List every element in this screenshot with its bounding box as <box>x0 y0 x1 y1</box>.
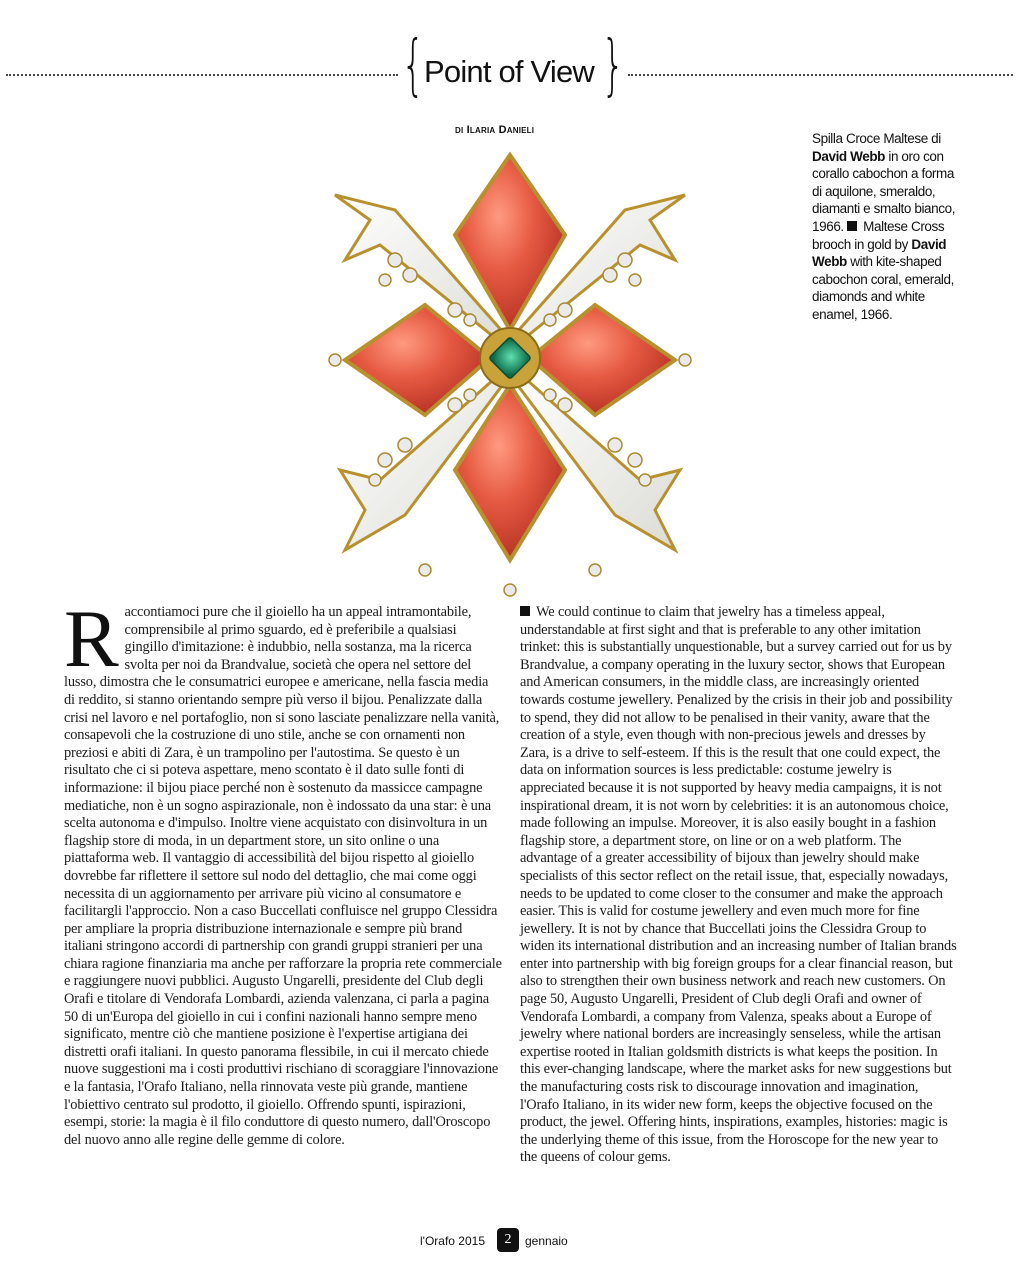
article-italian-column <box>64 593 502 1149</box>
section-title: Point of View <box>424 54 594 89</box>
article-english-text: We could continue to claim that jewelry has a timeless appeal, understandable at first sight and that is preferable to any other imitation trinket: this is substantially unquestionable, but a survey carried out for us by Brandvalue, a company operating in the luxury sector, shows that European and American consumers, in the middle class, are increasingly oriented towards costume jewellery. Penalized by the crisis in their job and possibility to spend, they did not allow to be penalised in their vanity, aware that the creation of a style, even though with non-precious jewels and dresses by Zara, is a drive to self-esteem. If this is the result that one could expect, the data on information sources is less predictable: costume jewelry is appreciated because it is not supported by heavy media campaigns, it is not inspirational dream, it is not worn by celebrities: it is an autonomous choice, made following an impulse. Moreover, it is also easily bought in a fashion flagship store, a department store, on line or on a web platform. The advantage of a greater accessibility of bijoux than jewelry should make specialists of this sector reflect on the retail issue, that, especially nowadays, needs to be updated to come closer to the consumer and make the approach easier. This is valid for costume jewellery and even much more for fine jewellery. It is not by chance that Buccellati joins the Clessidra Group to widen its international distribution and an increasing number of Italian brands enter into partnership with big foreign groups for a clear financial reason, but also to strengthen their own business network and reach new customers. On page 50, Augusto Ungarelli, President of Club degli Orafi and owner of Vendorafa Lombardi, a company from Valenza, speaks about a Europe of jewelry where national borders are increasingly senseless, while the artisan expertise rooted in Italian goldsmith districts is what keeps the position. In this ever-changing landscape, where the market asks for new suggestions but the manufacturing costs risk to discourage innovation and imagination, l'Orafo Italiano, in its wider new form, keeps the objective focused on the product, the jewel. Offering hints, inspirations, examples, histories: magic is the underlying theme of this issue, from the Horoscope for the new year to the queens of colour gems. <box>520 604 957 1166</box>
caption-english-start: Maltese Cross brooch in gold by <box>812 218 945 252</box>
image-caption <box>812 130 962 324</box>
byline-prefix: DI <box>455 126 464 135</box>
byline-author: Ilaria Danieli <box>466 124 535 136</box>
drop-cap: R <box>64 593 119 684</box>
footer-publication: l'Orafo 2015 <box>420 1234 485 1248</box>
footer-month: gennaio <box>525 1234 568 1248</box>
page-number: 2 <box>497 1228 519 1252</box>
dotted-rule-left <box>6 74 398 76</box>
article-italian-text: accontiamoci pure che il gioiello ha un appeal intramontabile, comprensibile al primo sguardo, ed è preferibile a qualsiasi gingillo d'imitazione: è indubbio, nella sostanza, ma la ricerca svolta per noi da Brandvalue, società che opera nel settore del lusso, dimostra che le consumatrici europee e americane, nella fascia media di reddito, si stanno orientando sempre più verso il bijou. Penalizzate dalla crisi nel lavoro e nel portafoglio, non si sono lasciate penalizzare nella vanità, consapevoli che la costruzione di uno stile, anche se con ornamenti non preziosi e abiti di Zara, è un trampolino per l'autostima. Se questo è un risultato che ci si poteva aspettare, meno scontato è il dato sulle fonti di informazione: il bijou piace perché non è sostenuto da massicce campagne mediatiche, non è un sogno aspirazionale, non è indossato da una star: è una scelta autonoma e d'impulso. Inoltre viene acquistato con disinvoltura in un flagship store di moda, in un department store, un sito online o una piattaforma web. Il vantaggio di accessibilità del bijou rispetto al gioiello dovrebbe far riflettere il settore sul nodo del dettaglio, che mai come oggi necessita di un aggiornamento per arrivare più vicino al consumatore e facilitargli l'approccio. Non a caso Buccellati confluisce nel gruppo Clessidra per ampliare la propria distribuzione internazionale e sempre più brand italiani stringono accordi di partnership con grandi gruppi stranieri per una chiara ragione finanziaria ma anche per rafforzare la propria rete commerciale e raggiungere nuovi pubblici. Augusto Ungarelli, presidente del Club degli Orafi e titolare di Vendorafa Lombardi, azienda valenzana, ci parla a pagina 50 di un'Europa del gioiello in cui i confini nazionali hanno sempre meno significato, mentre ciò che mantiene posizione è l'expertise artigiana dei distretti orafi italiani. In questo panorama flessibile, in cui il mercato chiede nuove suggestioni ma i costi produttivi rischiano di scoraggiare l'innovazione e la fantasia, l'Orafo Italiano, nella rinnovata veste più grande, mantiene l'obiettivo centrato sul prodotto, il gioiello. Offrendo spunti, ispirazioni, esempi, storie: la magia è il filo conduttore di questo numero, dall'Oroscopo del nuovo anno alle regine delle gemme di colore. <box>64 604 502 1148</box>
byline <box>455 124 615 136</box>
black-square-icon <box>847 221 857 231</box>
page-footer <box>0 1228 1019 1258</box>
section-header <box>0 26 1019 108</box>
caption-english-end: with kite-shaped cabochon coral, emerald, diamonds and white enamel, 1966. <box>812 254 954 322</box>
caption-designer-it: David Webb <box>812 148 886 164</box>
caption-italian-end: in oro con corallo cabochon a forma di aquilone, smeraldo, diamanti e smalto bianco, 1966. <box>812 148 956 234</box>
left-brace: { <box>401 26 425 103</box>
caption-designer-en: David Webb <box>812 236 947 270</box>
article-english-column <box>520 604 958 1167</box>
black-square-icon <box>520 606 530 616</box>
maltese-cross-brooch-image <box>275 150 745 605</box>
caption-italian-start: Spilla Croce Maltese di <box>812 131 941 146</box>
emerald-center <box>480 328 540 388</box>
right-brace: } <box>601 26 625 103</box>
dotted-rule-right <box>628 74 1013 76</box>
